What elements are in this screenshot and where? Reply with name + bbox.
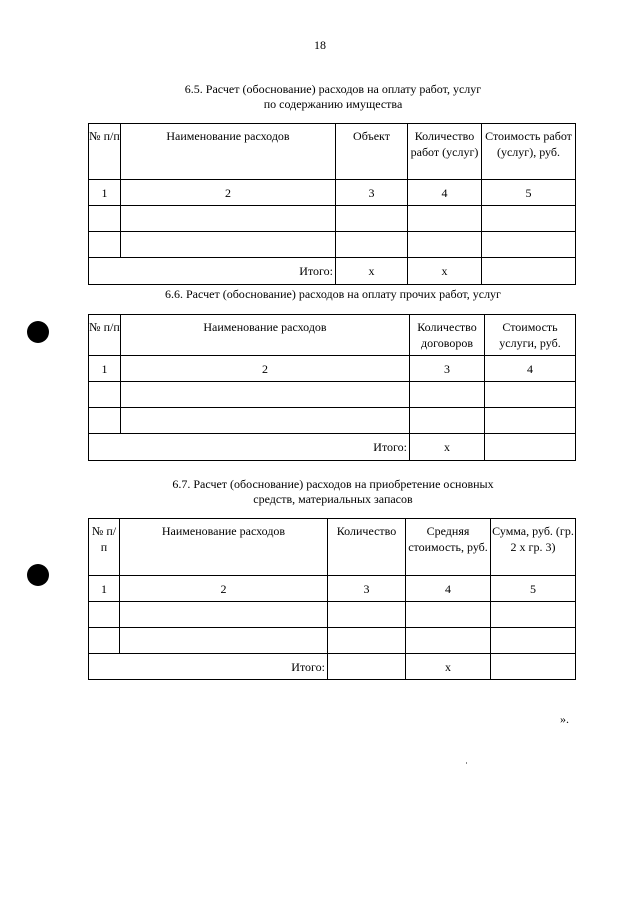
table-row bbox=[89, 206, 576, 232]
scan-speck bbox=[466, 762, 467, 764]
empty-cell[interactable] bbox=[121, 206, 336, 232]
empty-cell[interactable] bbox=[408, 232, 482, 258]
column-number: 2 bbox=[120, 576, 328, 602]
column-number: 4 bbox=[408, 180, 482, 206]
empty-cell[interactable] bbox=[482, 206, 576, 232]
empty-cell[interactable] bbox=[328, 628, 406, 654]
table-6-5-total-row bbox=[89, 258, 576, 285]
table-6-7-column-numbers-row bbox=[89, 576, 576, 602]
empty-cell[interactable] bbox=[491, 654, 576, 680]
empty-cell[interactable] bbox=[410, 408, 485, 434]
section-6-5-title bbox=[90, 82, 576, 112]
section-6-6-title bbox=[90, 287, 576, 302]
column-number: 5 bbox=[482, 180, 576, 206]
empty-cell[interactable] bbox=[408, 206, 482, 232]
header-cell: Наименование расходов bbox=[120, 519, 328, 576]
empty-cell[interactable] bbox=[89, 628, 120, 654]
section-6-5-title-line2: по содержанию имущества bbox=[263, 97, 403, 111]
page-number: 18 bbox=[314, 38, 326, 52]
section-6-5-title-line1: 6.5. Расчет (обоснование) расходов на оплату работ, услуг bbox=[184, 82, 482, 96]
table-6-7-header-row bbox=[89, 519, 576, 576]
total-label: Итого: bbox=[89, 654, 328, 680]
empty-cell[interactable] bbox=[406, 602, 491, 628]
empty-cell[interactable] bbox=[89, 408, 121, 434]
column-number: 3 bbox=[328, 576, 406, 602]
empty-cell[interactable] bbox=[120, 628, 328, 654]
total-label: Итого: bbox=[89, 258, 336, 285]
section-6-7-title-line1: 6.7. Расчет (обоснование) расходов на приобретение основных bbox=[172, 477, 494, 491]
empty-cell[interactable] bbox=[406, 628, 491, 654]
table-6-7 bbox=[88, 518, 576, 680]
empty-cell[interactable] bbox=[491, 628, 576, 654]
empty-cell[interactable] bbox=[121, 408, 410, 434]
empty-cell[interactable] bbox=[410, 382, 485, 408]
header-cell: Наименование расходов bbox=[121, 124, 336, 180]
empty-cell[interactable] bbox=[485, 408, 576, 434]
header-cell: Стоимость услуги, руб. bbox=[485, 315, 576, 356]
header-cell: Количество работ (услуг) bbox=[408, 124, 482, 180]
section-6-7-title bbox=[90, 477, 576, 507]
empty-cell[interactable] bbox=[89, 206, 121, 232]
table-6-5-header-row bbox=[89, 124, 576, 180]
column-number: 5 bbox=[491, 576, 576, 602]
empty-cell[interactable] bbox=[336, 232, 408, 258]
table-row bbox=[89, 382, 576, 408]
total-mark: x bbox=[410, 434, 485, 461]
punch-hole bbox=[27, 321, 49, 343]
total-mark: x bbox=[406, 654, 491, 680]
column-number: 3 bbox=[336, 180, 408, 206]
closing-quote-mark: ». bbox=[560, 712, 569, 726]
table-6-5 bbox=[88, 123, 576, 285]
empty-cell[interactable] bbox=[89, 232, 121, 258]
table-6-7-total-row bbox=[89, 654, 576, 680]
column-number: 3 bbox=[410, 356, 485, 382]
empty-cell[interactable] bbox=[328, 654, 406, 680]
header-cell: Сумма, руб. (гр. 2 х гр. 3) bbox=[491, 519, 576, 576]
table-row bbox=[89, 232, 576, 258]
column-number: 1 bbox=[89, 180, 121, 206]
punch-hole bbox=[27, 564, 49, 586]
empty-cell[interactable] bbox=[121, 232, 336, 258]
header-cell: Объект bbox=[336, 124, 408, 180]
header-cell: Количество договоров bbox=[410, 315, 485, 356]
empty-cell[interactable] bbox=[482, 232, 576, 258]
empty-cell[interactable] bbox=[89, 382, 121, 408]
column-number: 4 bbox=[485, 356, 576, 382]
empty-cell[interactable] bbox=[328, 602, 406, 628]
header-cell: Количество bbox=[328, 519, 406, 576]
empty-cell[interactable] bbox=[491, 602, 576, 628]
column-number: 2 bbox=[121, 356, 410, 382]
empty-cell[interactable] bbox=[336, 206, 408, 232]
header-cell: № п/п bbox=[89, 315, 121, 356]
table-row bbox=[89, 628, 576, 654]
header-cell: Наименование расходов bbox=[121, 315, 410, 356]
empty-cell[interactable] bbox=[121, 382, 410, 408]
column-number: 1 bbox=[89, 576, 120, 602]
table-6-6-total-row bbox=[89, 434, 576, 461]
header-cell: № п/п bbox=[89, 124, 121, 180]
table-6-5-column-numbers-row bbox=[89, 180, 576, 206]
total-mark: x bbox=[408, 258, 482, 285]
table-row bbox=[89, 602, 576, 628]
column-number: 2 bbox=[121, 180, 336, 206]
empty-cell[interactable] bbox=[485, 434, 576, 461]
section-6-6-title-line1: 6.6. Расчет (обоснование) расходов на оплату прочих работ, услуг bbox=[165, 287, 501, 301]
empty-cell[interactable] bbox=[89, 602, 120, 628]
total-label: Итого: bbox=[89, 434, 410, 461]
table-6-6-header-row bbox=[89, 315, 576, 356]
section-6-7-title-line2: средств, материальных запасов bbox=[253, 492, 413, 506]
column-number: 4 bbox=[406, 576, 491, 602]
header-cell: № п/п bbox=[89, 519, 120, 576]
column-number: 1 bbox=[89, 356, 121, 382]
table-row bbox=[89, 408, 576, 434]
empty-cell[interactable] bbox=[485, 382, 576, 408]
empty-cell[interactable] bbox=[120, 602, 328, 628]
header-cell: Средняя стоимость, руб. bbox=[406, 519, 491, 576]
table-6-6-column-numbers-row bbox=[89, 356, 576, 382]
header-cell: Стоимость работ (услуг), руб. bbox=[482, 124, 576, 180]
table-6-6 bbox=[88, 314, 576, 461]
total-mark: x bbox=[336, 258, 408, 285]
empty-cell[interactable] bbox=[482, 258, 576, 285]
